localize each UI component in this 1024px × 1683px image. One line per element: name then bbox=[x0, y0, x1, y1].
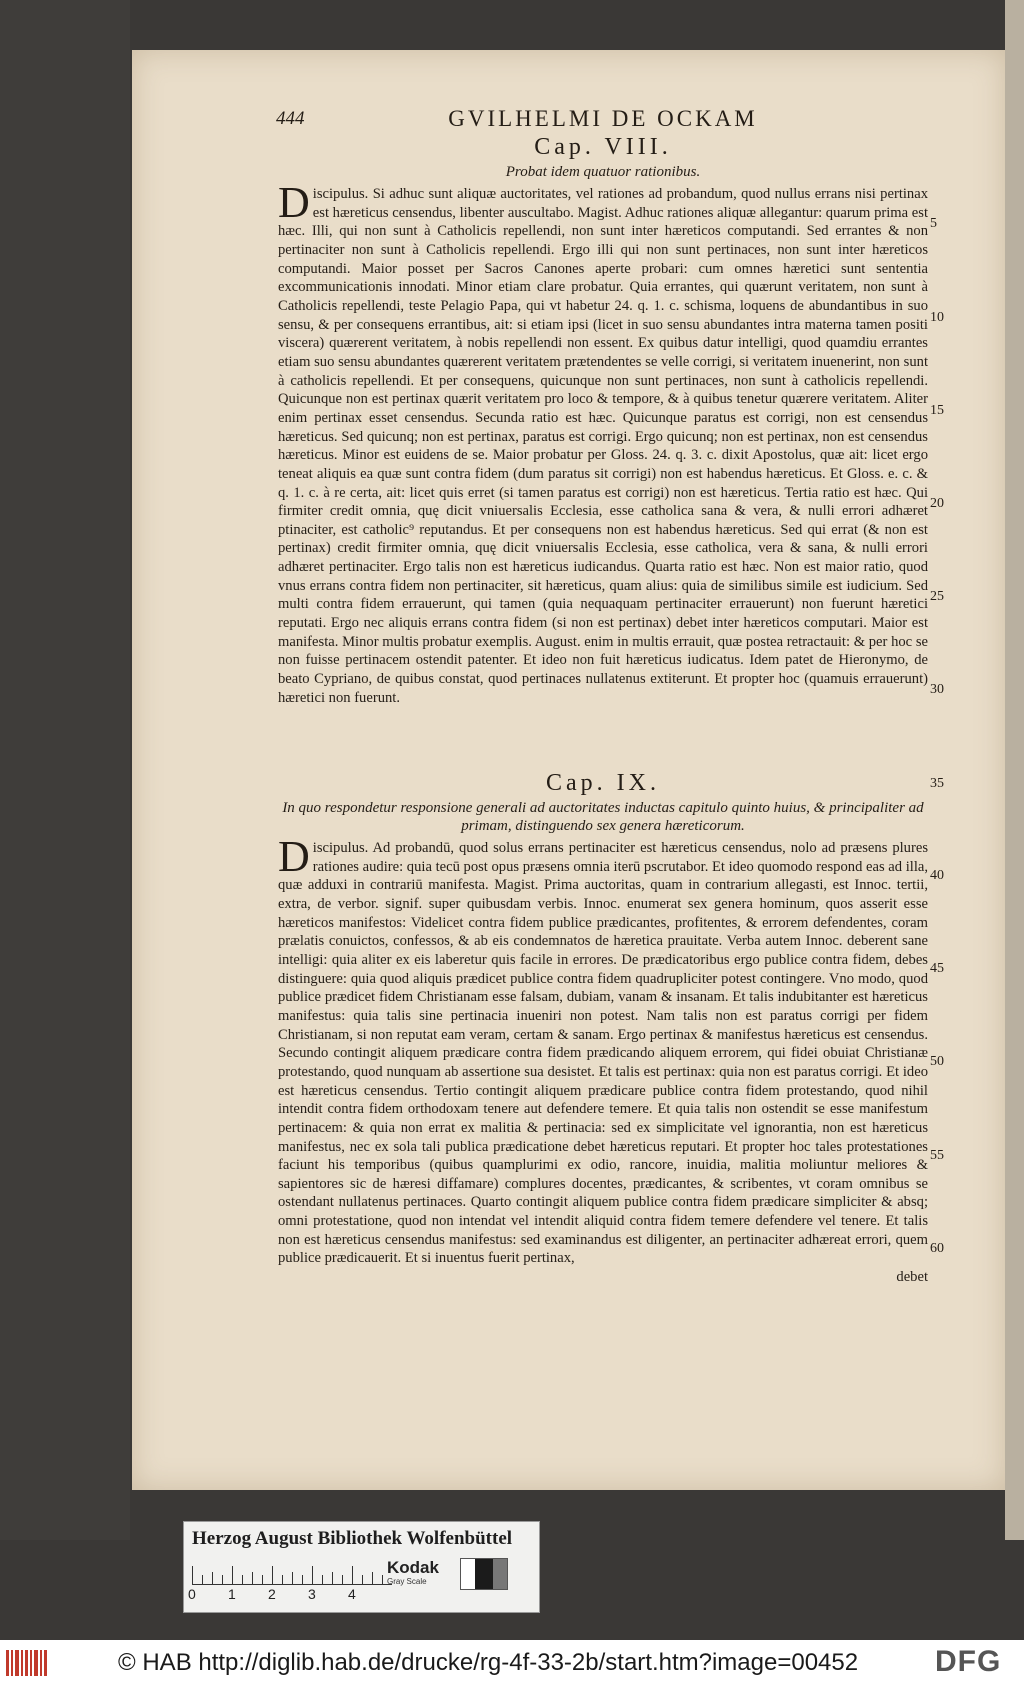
library-label bbox=[183, 1521, 540, 1613]
margin-number: 25 bbox=[930, 589, 944, 604]
ruler-tick bbox=[282, 1575, 283, 1584]
margin-number: 35 bbox=[930, 776, 944, 791]
ruler-tick bbox=[322, 1575, 323, 1584]
scale-digit: 1 bbox=[228, 1586, 236, 1602]
barcode-icon bbox=[6, 1650, 48, 1676]
margin-number: 50 bbox=[930, 1054, 944, 1069]
margin-number: 60 bbox=[930, 1241, 944, 1256]
scale-digit: 2 bbox=[268, 1586, 276, 1602]
page-edge bbox=[1005, 0, 1024, 1540]
ruler-tick bbox=[302, 1575, 303, 1584]
margin-number: 40 bbox=[930, 868, 944, 883]
source-url[interactable]: © HAB http://diglib.hab.de/drucke/rg-4f-33-2b/start.htm?image=00452 bbox=[118, 1649, 859, 1676]
ruler-tick bbox=[262, 1575, 263, 1584]
scale-digit: 0 bbox=[188, 1586, 196, 1602]
chapter-8-subtitle: Probat idem quatuor rationibus. bbox=[505, 164, 701, 180]
ruler-tick bbox=[242, 1575, 243, 1584]
dfg-logo: DFG bbox=[935, 1645, 1002, 1678]
footer-bar bbox=[0, 1640, 1024, 1683]
ruler-tick bbox=[192, 1566, 193, 1584]
chapter-8 bbox=[278, 134, 928, 707]
kodak-brand: Kodak bbox=[387, 1558, 439, 1577]
gray-scale-swatch bbox=[460, 1558, 508, 1590]
margin-number: 55 bbox=[930, 1148, 944, 1163]
chapter-8-body: Discipulus. Si adhuc sunt aliquæ auctoritates, vel rationes ad probandum, quod nullus errans nisi pertinax est hæreticus censendus, libenter auscultabo. Magist. Adhuc rationes aliquæ allegantur: quarum prima est hæc. Illi, qui non sunt à Catholicis repellendi, non sunt inter hæreticos computandi. Sed errantes & non pertinaciter non sunt à Catholicis repellendi. Ergo illi qui non sunt pertinaces, non sunt inter hæreticos computandi. Maior posset per Sacros Canones aperte probari: cum omnes hæretici sunt sententia excommunicationis innodati. Minor etiam clare probatur. Quia errantes, qui quærunt veritatem, non sunt à Catholicis repellendi, teste Pelagio Papa, qui vt habetur 24. q. 1. c. schisma, loquens de abundantibus in suo sensu, & per consequens errantibus, ait: si etiam ipsi (licet in suo sensu abundantes intra materna tamen positi viscera) quærerent veritatem, à nobis repellendi non essent. Ex quibus datur intelligi, quod quamdiu errantes etiam suo sensu abundantes quærerent veritatem prætendentes se velle corrigi, si veritatem inuenerint, non sunt à catholicis repellendi. Et per consequens, quicunque non sunt pertinaces, non sunt à catholicis repellendi. Quicunque non est pertinax quærit veritatem pro loco & tempore, & à quibus tenetur quærere veritatem. Aliter enim pertinax esset censendus. Secunda ratio est hæc. Quicunque paratus est corrigi, non est censendus hæreticus. Sed quicunq; non est pertinax, paratus est corrigi. Ergo quicunq; non est pertinax, non est censendus hæreticus. Minor est euidens de se. Maior probatur per Gloss. 24. q. 3. c. dixit Apostolus, quæ ait: licet ergo teneat aliquis ea quæ sunt contra fidem (dum paratus sit corrigi) non est habendus hæreticus. Et Gloss. e. c. & q. 1. c. à re certa, ait: licet quis erret (si tamen paratus est corrigi) non est hæreticus. Tertia ratio est hæc. Qui firmiter credit omnia, quę dicit vniuersalis Ecclesia, esse catholica sana & vera, & nulli errori adhæret ptinaciter, est catholic⁹ reputandus. Et per consequens non est habendus hæreticus. Sed qui errat (& non est pertinax) credit firmiter omnia, quę dicit vniuersalis Ecclesia, esse catholica, vera & sana, & nulli errori adhæret pertinaciter. Ergo talis non est hæreticus iudicandus. Quarta ratio est hæc. Non est maior ratio, quod vnus errans contra fidem non pertinaciter, sit hæreticus, quam alius: quia de similibus simile est iudicium. Sed multi contra fidem errauerunt, qui tamen (quia nequaquam pertinaciter errauerunt) non fuerunt hæretici reputati. Ergo nec aliquis errans contra fidem (si non est pertinax) debet inter hæreticos computari. Maior est manifesta. Minor multis probatur exemplis. August. enim in multis errauit, quæ postea retractauit: & per hoc se non fuisse pertinacem ostendit patenter. Et ideo non fuit hæreticus iudicatus. Idem patet de Hieronymo, de beato Cypriano, de quibus constat, quod pertinaces nullatenus extiterunt. Et propter hoc (quamuis errauerunt) hæretici non fuerunt. bbox=[278, 178, 928, 706]
library-name: Herzog August Bibliothek Wolfenbüttel bbox=[192, 1528, 513, 1549]
scale-digit: 4 bbox=[348, 1586, 356, 1602]
page-number: 444 bbox=[276, 108, 305, 129]
catchword: debet bbox=[896, 1269, 928, 1286]
margin-number: 10 bbox=[930, 310, 944, 325]
chapter-9-heading: Cap. IX. bbox=[546, 770, 660, 796]
ruler-tick bbox=[292, 1572, 293, 1584]
margin-number: 30 bbox=[930, 682, 944, 697]
left-strip bbox=[0, 0, 130, 1540]
margin-number: 5 bbox=[930, 216, 937, 231]
ruler-tick bbox=[252, 1572, 253, 1584]
ruler-tick bbox=[342, 1575, 343, 1584]
ruler-tick bbox=[362, 1575, 363, 1584]
ruler-tick bbox=[352, 1566, 353, 1584]
margin-number: 45 bbox=[930, 961, 944, 976]
scale-ruler bbox=[192, 1564, 392, 1585]
ruler-tick bbox=[222, 1575, 223, 1584]
gray-scale-text: Gray Scale bbox=[387, 1577, 427, 1586]
margin-number: 20 bbox=[930, 496, 944, 511]
ruler-tick bbox=[272, 1566, 273, 1584]
ruler-tick bbox=[372, 1572, 373, 1584]
chapter-8-heading: Cap. VIII. bbox=[534, 134, 672, 160]
ruler-tick bbox=[212, 1572, 213, 1584]
chapter-9 bbox=[278, 770, 928, 1286]
ruler-tick bbox=[382, 1575, 383, 1584]
ruler-tick bbox=[202, 1575, 203, 1584]
running-title: GVILHELMI DE OCKAM bbox=[448, 106, 758, 131]
scale-digit: 3 bbox=[308, 1586, 316, 1602]
ruler-tick bbox=[332, 1572, 333, 1584]
margin-number: 15 bbox=[930, 403, 944, 418]
chapter-9-body: Discipulus. Ad probandū, quod solus errans pertinaciter est hæreticus censendus, nolo ad præsens plures rationes audire: quia tecū post opus præsens omnia iterū pscrutabor. Et ideo quomodo respond eas ad illa, quæ adduxi in contrariū manifesta. Magist. Prima auctoritas, quam in contrarium allegasti, est Innoc. tertii, extra, de verbor. signif. super quibusdam verbis. Innoc. enumerat sex genera hominum, quos asserit esse hæreticos manifestos: Videlicet contra fidem publice prædicantes, profitentes, & errorem defendentes, coram prælatis conuictos, confessos, & ab eis condemnatos de hæretica prauitate. Verba autem Innoc. deberent sane intelligi: quia aliter ex eis laberetur quis facile in errores. De prædicatoribus ergo publice contra fidem, debes distinguere: quia quod aliquis prædicet publice contra fidem quadrupliciter potest contingere. Vno modo, quod publice prædicet fidem Christianam esse falsam, dubiam, vanam & insanam. Et talis indubitanter est hæreticus manifestus: quia talis sine pertinacia inueniri non potest. Nam talis non est paratus corrigi per fidem Christianam, si non reputat eam veram, certam & sanam. Ergo pertinax & manifestus hæreticus est censendus. Secundo contingit aliquem prædicare contra fidem prædicando aliquem errorem, qui fidei obuiat Christianæ protestando, quod nunquam ab assertione sua desistet. Et talis est pertinax: quia non est paratus corrigi. Et ideo est hæreticus censendus. Tertio contingit aliquem prædicare publice contra fidem protestando, quod nihil intendit contra fidem orthodoxam tenere aut defendere temere. Et quia talis non ostendit se esse manifestum pertinacem: & quia non errat ex malitia & pertinacia: sed ex simplicitate vel ignorantia, non est hæreticus manifestus, nec ex sola tali publica prædicatione debet hæreticus reputari. Et propter hoc tales protestationes faciunt his temporibus (quibus quamplurimi ex odio, rancore, inuidia, malitia moliuntur meliores & sapientores sic de hæresi diffamare) complures docentes, prædicantes, & scribentes, vt coram omnibus se ostendant nullatenus pertinaces. Quarto contingit aliquem publice contra fidem prædicare simpliciter & absq; omni protestatione, quod non intendat vel intendit aliquid contra fidem temere defendere vel tenere. Et talis non est hæreticus censendus manifestus: sed examinandus est diligenter, an pertinaciter adhæreat errori, quem publice prædicauerit. Et si inuentus fuerit pertinax, bbox=[278, 832, 929, 1267]
ruler-tick bbox=[312, 1566, 313, 1584]
ruler-tick bbox=[232, 1566, 233, 1584]
chapter-9-subtitle: In quo respondetur responsione generali ad auctoritates inductas capitulo quinto huius, & principaliter ad primam, distinguendo sex genera hæreticorum. bbox=[282, 800, 924, 834]
